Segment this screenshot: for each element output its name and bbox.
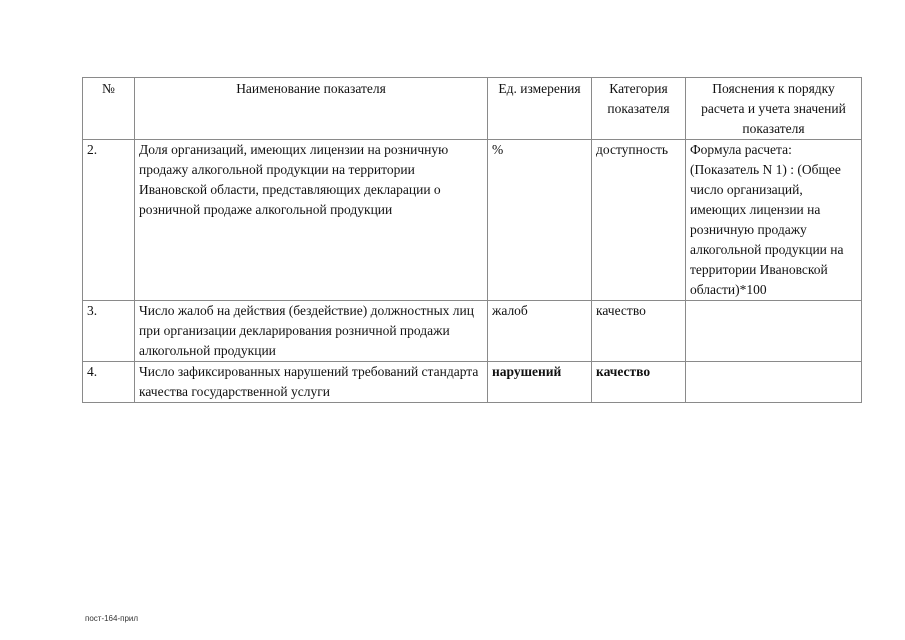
cell-name: Число жалоб на действия (бездействие) должностных лиц при организации декларирования розничной продажи алкогольной продукции bbox=[135, 301, 488, 362]
header-num: № bbox=[83, 78, 135, 140]
cell-explanation: Формула расчета: (Показатель N 1) : (Общее число организаций, имеющих лицензии на розничную продажу алкогольной продукции на территории Ивановской области)*100 bbox=[686, 140, 862, 301]
cell-num: 3. bbox=[83, 301, 135, 362]
cell-category: качество bbox=[592, 362, 686, 403]
cell-name: Число зафиксированных нарушений требований стандарта качества государственной услуги bbox=[135, 362, 488, 403]
header-category: Категория показателя bbox=[592, 78, 686, 140]
table-row bbox=[83, 301, 862, 362]
cell-num: 4. bbox=[83, 362, 135, 403]
cell-category: доступность bbox=[592, 140, 686, 301]
cell-num: 2. bbox=[83, 140, 135, 301]
cell-explanation bbox=[686, 362, 862, 403]
cell-unit: % bbox=[488, 140, 592, 301]
table-header-row bbox=[83, 78, 862, 140]
cell-explanation bbox=[686, 301, 862, 362]
cell-category: качество bbox=[592, 301, 686, 362]
table-row bbox=[83, 362, 862, 403]
table-row bbox=[83, 140, 862, 301]
header-unit: Ед. измерения bbox=[488, 78, 592, 140]
cell-name: Доля организаций, имеющих лицензии на розничную продажу алкогольной продукции на территории Ивановской области, представляющих декларации о розничной продаже алкогольной продукции bbox=[135, 140, 488, 301]
cell-unit: нарушений bbox=[488, 362, 592, 403]
indicators-table bbox=[82, 77, 862, 403]
cell-unit: жалоб bbox=[488, 301, 592, 362]
header-explanation: Пояснения к порядку расчета и учета значений показателя bbox=[686, 78, 862, 140]
footer-note: пост-164-прил bbox=[85, 614, 139, 623]
header-name: Наименование показателя bbox=[135, 78, 488, 140]
